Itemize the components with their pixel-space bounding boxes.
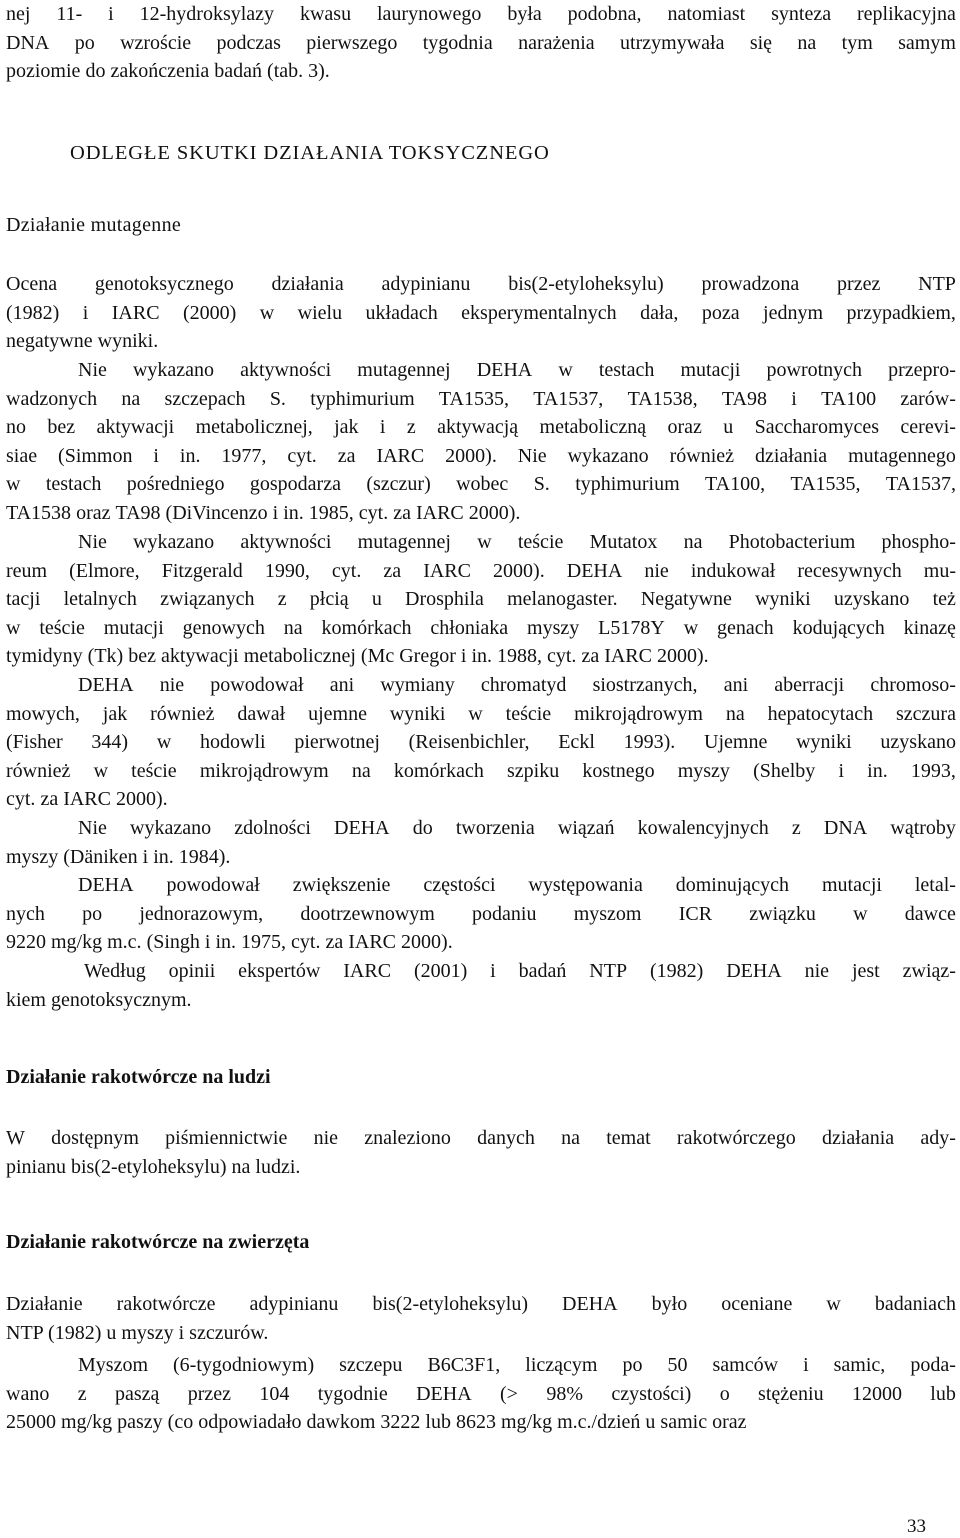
text-line: negatywne wyniki. [6, 330, 159, 353]
mutagenic-paragraph-4 [6, 671, 956, 814]
animals-paragraph-1 [6, 1290, 956, 1347]
text-line: wadzonych na szczepach S. typhimurium TA1535, TA1537, TA1538, TA98 i TA100 zarów- [6, 387, 956, 410]
text-line: również w teście mikrojądrowym na komórkach szpiku kostnego myszy (Shelby i in. 1993, [6, 759, 956, 782]
text-line: pinianu bis(2-etyloheksylu) na ludzi. [6, 1155, 301, 1178]
text-line: 9220 mg/kg m.c. (Singh i in. 1975, cyt. za IARC 2000). [6, 931, 453, 954]
mutagenic-paragraph-7 [6, 957, 956, 1014]
text-line: tacji letalnych związanych z płcią u Drosphila melanogaster. Negatywne wyniki uzyskano też [6, 588, 956, 611]
humans-heading: Działanie rakotwórcze na ludzi [6, 1066, 271, 1088]
text-line: nych po jednorazowym, dootrzewnowym podaniu myszom ICR związku w dawce [6, 902, 956, 925]
mutagenic-paragraph-2 [6, 356, 956, 528]
section-heading: ODLEGŁE SKUTKI DZIAŁANIA TOKSYCZNEGO [70, 142, 550, 164]
text-line: reum (Elmore, Fitzgerald 1990, cyt. za IARC 2000). DEHA nie indukował recesywnych mu- [6, 559, 956, 582]
text-line: wano z paszą przez 104 tygodnie DEHA (> 98% czystości) o stężeniu 12000 lub [6, 1382, 956, 1405]
animals-paragraph-2 [6, 1351, 956, 1437]
text-line: (1982) i IARC (2000) w wielu układach eksperymentalnych dała, poza jednym przypadkiem, [6, 301, 956, 324]
text-line: Według opinii ekspertów IARC (2001) i badań NTP (1982) DEHA nie jest związ- [84, 960, 956, 982]
intro-paragraph [6, 0, 956, 86]
text-line: siae (Simmon i in. 1977, cyt. za IARC 2000). Nie wykazano również działania mutagennego [6, 444, 956, 467]
mutagenic-paragraph-1 [6, 270, 956, 356]
text-line: no bez aktywacji metabolicznej, jak i z aktywacją metaboliczną oraz u Saccharomyces cerevi- [6, 416, 956, 439]
mutagenic-heading: Działanie mutagenne [6, 214, 182, 236]
text-line: W dostępnym piśmiennictwie nie znaleziono danych na temat rakotwórczego działania ady- [6, 1127, 956, 1149]
text-line: Myszom (6-tygodniowym) szczepu B6C3F1, liczącym po 50 samców i samic, poda- [78, 1354, 956, 1376]
page-number: 33 [907, 1516, 926, 1537]
text-line: w testach pośredniego gospodarza (szczur) wobec S. typhimurium TA100, TA1535, TA1537, [6, 473, 956, 496]
text-line: myszy (Däniken i in. 1984). [6, 845, 231, 868]
text-line: (Fisher 344) w hodowli pierwotnej (Reisenbichler, Eckl 1993). Ujemne wyniki uzyskano [6, 731, 956, 754]
text-line: Nie wykazano aktywności mutagennej w teście Mutatox na Photobacterium phospho- [78, 531, 956, 553]
animals-heading: Działanie rakotwórcze na zwierzęta [6, 1231, 310, 1253]
mutagenic-paragraph-3 [6, 528, 956, 671]
humans-paragraph [6, 1124, 956, 1181]
text-line: NTP (1982) u myszy i szczurów. [6, 1321, 269, 1344]
text-line: Nie wykazano aktywności mutagennej DEHA w testach mutacji powrotnych przepro- [78, 359, 956, 381]
text-line: Ocena genotoksycznego działania adypinianu bis(2-etyloheksylu) prowadzona przez NTP [6, 273, 956, 295]
text-line: 25000 mg/kg paszy (co odpowiadało dawkom 3222 lub 8623 mg/kg m.c./dzień u samic oraz [6, 1411, 747, 1434]
text-line: poziomie do zakończenia badań (tab. 3). [6, 60, 330, 83]
text-line: DEHA nie powodował ani wymiany chromatyd siostrzanych, ani aberracji chromoso- [78, 674, 956, 696]
text-line: tymidyny (Tk) bez aktywacji metabolicznej (Mc Gregor i in. 1988, cyt. za IARC 2000). [6, 645, 709, 668]
text-line: w teście mutacji genowych na komórkach chłoniaka myszy L5178Y w genach kodujących kinazę [6, 616, 956, 639]
mutagenic-paragraph-5 [6, 814, 956, 871]
text-line: Nie wykazano zdolności DEHA do tworzenia wiązań kowalencyjnych z DNA wątroby [78, 817, 956, 839]
text-line: cyt. za IARC 2000). [6, 788, 168, 811]
text-line: DNA po wzroście podczas pierwszego tygodnia narażenia utrzymywała się na tym samym [6, 31, 956, 54]
text-line: nej 11- i 12-hydroksylazy kwasu laurynowego była podobna, natomiast synteza replikacyjna [6, 3, 956, 25]
text-line: mowych, jak również dawał ujemne wyniki w teście mikrojądrowym na hepatocytach szczura [6, 702, 956, 725]
text-line: DEHA powodował zwiększenie częstości występowania dominujących mutacji letal- [78, 874, 956, 896]
text-line: Działanie rakotwórcze adypinianu bis(2-etyloheksylu) DEHA było oceniane w badaniach [6, 1293, 956, 1315]
mutagenic-paragraph-6 [6, 871, 956, 957]
text-line: TA1538 oraz TA98 (DiVincenzo i in. 1985, cyt. za IARC 2000). [6, 501, 521, 524]
text-line: kiem genotoksycznym. [6, 988, 192, 1011]
